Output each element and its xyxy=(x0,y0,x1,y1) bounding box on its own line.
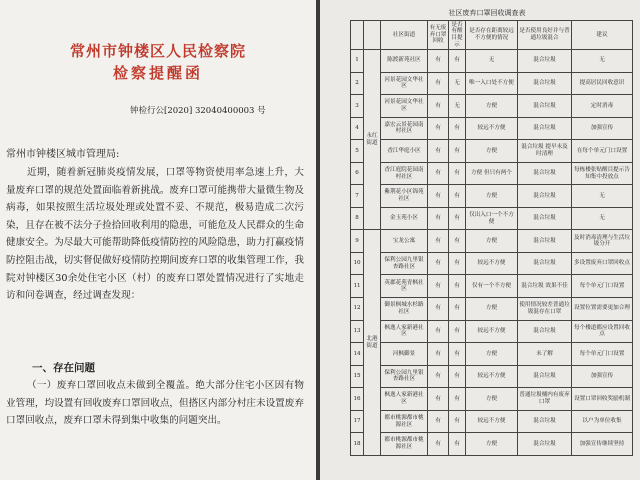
suggestion-cell: 加强宣传 xyxy=(572,365,633,388)
community-cell: 陈渡新苑社区 xyxy=(381,50,428,73)
mixed-cell: 混合垃圾 xyxy=(518,207,572,230)
community-cell: 宝龙公寓 xyxy=(381,230,428,253)
table-row xyxy=(351,95,633,118)
street-cell: 北港街道 xyxy=(364,230,381,455)
mixed-cell: 混合垃圾 xyxy=(518,95,572,118)
sign-cell: 有 xyxy=(449,162,466,185)
distance-cell: 较远不方便 xyxy=(466,320,518,343)
suggestion-cell: 以户为单位收集 xyxy=(572,410,633,433)
sign-cell: 有 xyxy=(449,207,466,230)
table-row xyxy=(351,72,633,95)
mixed-cell: 混合垃圾 xyxy=(518,50,572,73)
distance-cell: 方便 xyxy=(466,343,518,366)
community-cell: 香江华庭小区 xyxy=(381,140,428,163)
suggestion-cell: 设置口罩回收奖励机制 xyxy=(572,388,633,411)
mixed-cell: 混合垃圾 xyxy=(518,72,572,95)
row-number: 2 xyxy=(351,72,364,95)
distance-cell: 仅有一个不方便 xyxy=(466,275,518,298)
community-cell: 河景花园文华社区 xyxy=(381,95,428,118)
community-cell: 保利公园九里银杏路社区 xyxy=(381,252,428,275)
sign-cell: 有 xyxy=(449,185,466,208)
mixed-cell: 混合垃圾 xyxy=(518,230,572,253)
suggestion-cell: 定时消毒 xyxy=(572,95,633,118)
suggestion-cell: 多设置废弃口罩回收点 xyxy=(572,252,633,275)
section-heading: 一、存在问题 xyxy=(32,362,95,374)
row-number: 16 xyxy=(351,388,364,411)
sign-cell: 有 xyxy=(449,117,466,140)
sign-cell: 有 xyxy=(449,50,466,73)
table-row xyxy=(351,50,633,73)
table-row xyxy=(351,185,633,208)
row-number: 10 xyxy=(351,252,364,275)
header-has-bin: 有无废弃口罩回收 xyxy=(428,21,449,50)
mixed-cell: 普通垃圾桶内有废弃口罩 xyxy=(518,388,572,411)
sign-cell: 有 xyxy=(449,388,466,411)
suggestion-cell: 无 xyxy=(572,185,633,208)
sign-cell: 有 xyxy=(449,275,466,298)
mixed-cell: 混合垃圾 xyxy=(518,185,572,208)
suggestion-cell: 及时消毒清理与生活垃圾分开 xyxy=(572,230,633,253)
sign-cell: 无 xyxy=(449,72,466,95)
table-row xyxy=(351,140,633,163)
has-bin-cell: 有 xyxy=(428,252,449,275)
table-title: 社区废弃口罩回收调查表 xyxy=(448,9,526,17)
row-number: 6 xyxy=(351,162,364,185)
sign-cell: 有 xyxy=(449,252,466,275)
header-sign: 是否有醒目提示 xyxy=(449,21,466,50)
community-cell: 枫逸人家新港社区 xyxy=(381,320,428,343)
suggestion-cell: 每个单元门口设置 xyxy=(572,275,633,298)
community-cell: 英郡花苑青枫社区 xyxy=(381,275,428,298)
table-row xyxy=(351,162,633,185)
has-bin-cell: 有 xyxy=(428,410,449,433)
intro-paragraph: 近期，随着新冠肺炎疫情发展，口罩等物资使用率急速上升，大量废弃口罩的规范处置面临着新挑战。废弃口罩可能携带大量微生物及病毒，如果按照生活垃圾处理或处置不妥、不规范，极易造成二次污染，且存在被不法分子捡拾回收利用的隐患，可能危及人民群众的生命健康安全。为尽最大可能帮助降低疫情防控的风险隐患，助力打赢疫情防控阻击战，切实督促做好疫情防控期间废弃口罩的收集管理工作，我院对钟楼区30余处住宅小区（村）的废弃口罩处置情况进行了实地走访和问卷调查，经过调查发现： xyxy=(6,167,304,302)
sign-cell: 有 xyxy=(449,320,466,343)
community-cell: 枫逸人家新港社区 xyxy=(381,388,428,411)
letter-title: 检察提醒函 xyxy=(112,64,203,82)
addressee: 常州市钟楼区城市管理局: xyxy=(6,149,120,160)
has-bin-cell: 有 xyxy=(428,365,449,388)
mixed-cell: 混合垃圾 xyxy=(518,162,572,185)
row-number: 9 xyxy=(351,230,364,253)
sign-cell: 有 xyxy=(449,410,466,433)
sign-cell: 有 xyxy=(449,343,466,366)
document-number: 钟检行公[2020] 32040400003 号 xyxy=(130,106,266,116)
distance-cell: 仅出入口一个不方便 xyxy=(466,207,518,230)
row-number: 18 xyxy=(351,433,364,456)
mixed-cell: 未了解 xyxy=(518,343,572,366)
row-number: 8 xyxy=(351,207,364,230)
community-cell: 御景枫城水杉路社区 xyxy=(381,298,428,321)
distance-cell: 较远不方便 xyxy=(466,365,518,388)
table-row xyxy=(351,117,633,140)
has-bin-cell: 有 xyxy=(428,117,449,140)
table-row xyxy=(351,410,633,433)
issuer-title: 常州市钟楼区人民检察院 xyxy=(69,42,246,60)
suggestion-cell: 无 xyxy=(572,207,633,230)
row-number: 17 xyxy=(351,410,364,433)
community-cell: 都市桃源都市桃源社区 xyxy=(381,433,428,456)
header-community: 社区街道 xyxy=(381,21,428,50)
has-bin-cell: 有 xyxy=(428,433,449,456)
has-bin-cell: 有 xyxy=(428,162,449,185)
street-cell: 永红街道 xyxy=(364,50,381,230)
letter-page xyxy=(0,0,316,480)
mixed-cell: 混合垃圾 xyxy=(518,365,572,388)
distance-cell: 方便 xyxy=(466,388,518,411)
has-bin-cell: 有 xyxy=(428,207,449,230)
row-number: 15 xyxy=(351,365,364,388)
suggestion-cell: 加强宣传 xyxy=(572,117,633,140)
table-row xyxy=(351,275,633,298)
suggestion-cell: 每栋楼张贴醒目提示告知集中投放点 xyxy=(572,162,633,185)
mixed-cell: 混合垃圾 xyxy=(518,410,572,433)
suggestion-cell: 提高居民回收意识 xyxy=(572,72,633,95)
table-row xyxy=(351,320,633,343)
distance-cell: 方便 但只有两个 xyxy=(466,162,518,185)
row-number: 4 xyxy=(351,117,364,140)
header-street xyxy=(364,21,381,50)
community-cell: 保利公园九里银杏路社区 xyxy=(381,365,428,388)
mixed-cell: 使用情况较差普通垃圾混存在口罩 xyxy=(518,298,572,321)
community-cell: 河景花园文华社区 xyxy=(381,72,428,95)
mixed-cell: 混合垃圾 效果不佳 xyxy=(518,275,572,298)
table-row xyxy=(351,388,633,411)
row-number: 13 xyxy=(351,320,364,343)
has-bin-cell: 有 xyxy=(428,343,449,366)
row-number: 7 xyxy=(351,185,364,208)
suggestion-cell: 每个单元门口设置 xyxy=(572,343,633,366)
community-cell: 嘉宏云景花园南村社区 xyxy=(381,117,428,140)
distance-cell: 方便 xyxy=(466,140,518,163)
table-row xyxy=(351,433,633,456)
survey-table xyxy=(350,20,633,456)
suggestion-cell: 加强宣传继续坚持 xyxy=(572,433,633,456)
distance-cell: 较远不方便 xyxy=(466,252,518,275)
table-row xyxy=(351,343,633,366)
community-cell: 香江庭院花园南村社区 xyxy=(381,162,428,185)
has-bin-cell: 有 xyxy=(428,388,449,411)
distance-cell: 方便 xyxy=(466,298,518,321)
row-number: 5 xyxy=(351,140,364,163)
has-bin-cell: 有 xyxy=(428,298,449,321)
header-index xyxy=(351,21,364,50)
suggestion-cell: 无 xyxy=(572,50,633,73)
has-bin-cell: 有 xyxy=(428,95,449,118)
distance-cell: 方便 xyxy=(466,95,518,118)
has-bin-cell: 有 xyxy=(428,320,449,343)
sign-cell: 有 xyxy=(449,298,466,321)
table-row xyxy=(351,207,633,230)
survey-page xyxy=(320,0,640,480)
table-header-row xyxy=(351,21,633,50)
table-row xyxy=(351,298,633,321)
sign-cell: 有 xyxy=(449,140,466,163)
suggestion-cell: 设置位置需要更加合理 xyxy=(572,298,633,321)
distance-cell: 方便 xyxy=(466,185,518,208)
has-bin-cell: 有 xyxy=(428,140,449,163)
community-cell: 金玉苑小区 xyxy=(381,207,428,230)
community-cell: 都市桃源都市桃源社区 xyxy=(381,410,428,433)
header-mixed: 是否使用良好并与普通垃圾混合 xyxy=(518,21,572,50)
sign-cell: 有 xyxy=(449,230,466,253)
row-number: 14 xyxy=(351,343,364,366)
mixed-cell: 混合垃圾 xyxy=(518,320,572,343)
table-row xyxy=(351,230,633,253)
sign-cell: 有 xyxy=(449,365,466,388)
header-distance: 是否存在距离较远不方便的情况 xyxy=(466,21,518,50)
has-bin-cell: 有 xyxy=(428,230,449,253)
community-cell: 河枫御景 xyxy=(381,343,428,366)
table-row xyxy=(351,365,633,388)
distance-cell: 方便 xyxy=(466,433,518,456)
has-bin-cell: 有 xyxy=(428,50,449,73)
distance-cell: 无 xyxy=(466,50,518,73)
distance-cell: 较远不方便 xyxy=(466,410,518,433)
row-number: 3 xyxy=(351,95,364,118)
sign-cell: 有 xyxy=(449,433,466,456)
mixed-cell: 混合垃圾 提早未及时清理 xyxy=(518,140,572,163)
distance-cell: 方便 xyxy=(466,230,518,253)
row-number: 12 xyxy=(351,298,364,321)
mixed-cell: 混合垃圾 xyxy=(518,433,572,456)
table-row xyxy=(351,252,633,275)
row-number: 1 xyxy=(351,50,364,73)
issue-paragraph: （一）废弃口罩回收点未做到全覆盖。绝大部分住宅小区因有物业管理，均设置有回收废弃口罩回收点，但搭区内部分村庄未设置废弃口罩回收点，废弃口罩未得到集中收集的问题突出。 xyxy=(6,380,304,427)
has-bin-cell: 有 xyxy=(428,72,449,95)
has-bin-cell: 有 xyxy=(428,185,449,208)
distance-cell: 唯一入口处不方便 xyxy=(466,72,518,95)
has-bin-cell: 有 xyxy=(428,275,449,298)
header-suggestion: 建议 xyxy=(572,21,633,50)
suggestion-cell: 每个楼道都应设置回收点 xyxy=(572,320,633,343)
distance-cell: 较远不方便 xyxy=(466,117,518,140)
row-number: 11 xyxy=(351,275,364,298)
suggestion-cell: 在每个单元门口设置 xyxy=(572,140,633,163)
mixed-cell: 混合垃圾 xyxy=(518,117,572,140)
sign-cell: 无 xyxy=(449,95,466,118)
table-body xyxy=(351,50,633,456)
mixed-cell: 混合垃圾 xyxy=(518,252,572,275)
community-cell: 紫荆花小区锦苑社区 xyxy=(381,185,428,208)
